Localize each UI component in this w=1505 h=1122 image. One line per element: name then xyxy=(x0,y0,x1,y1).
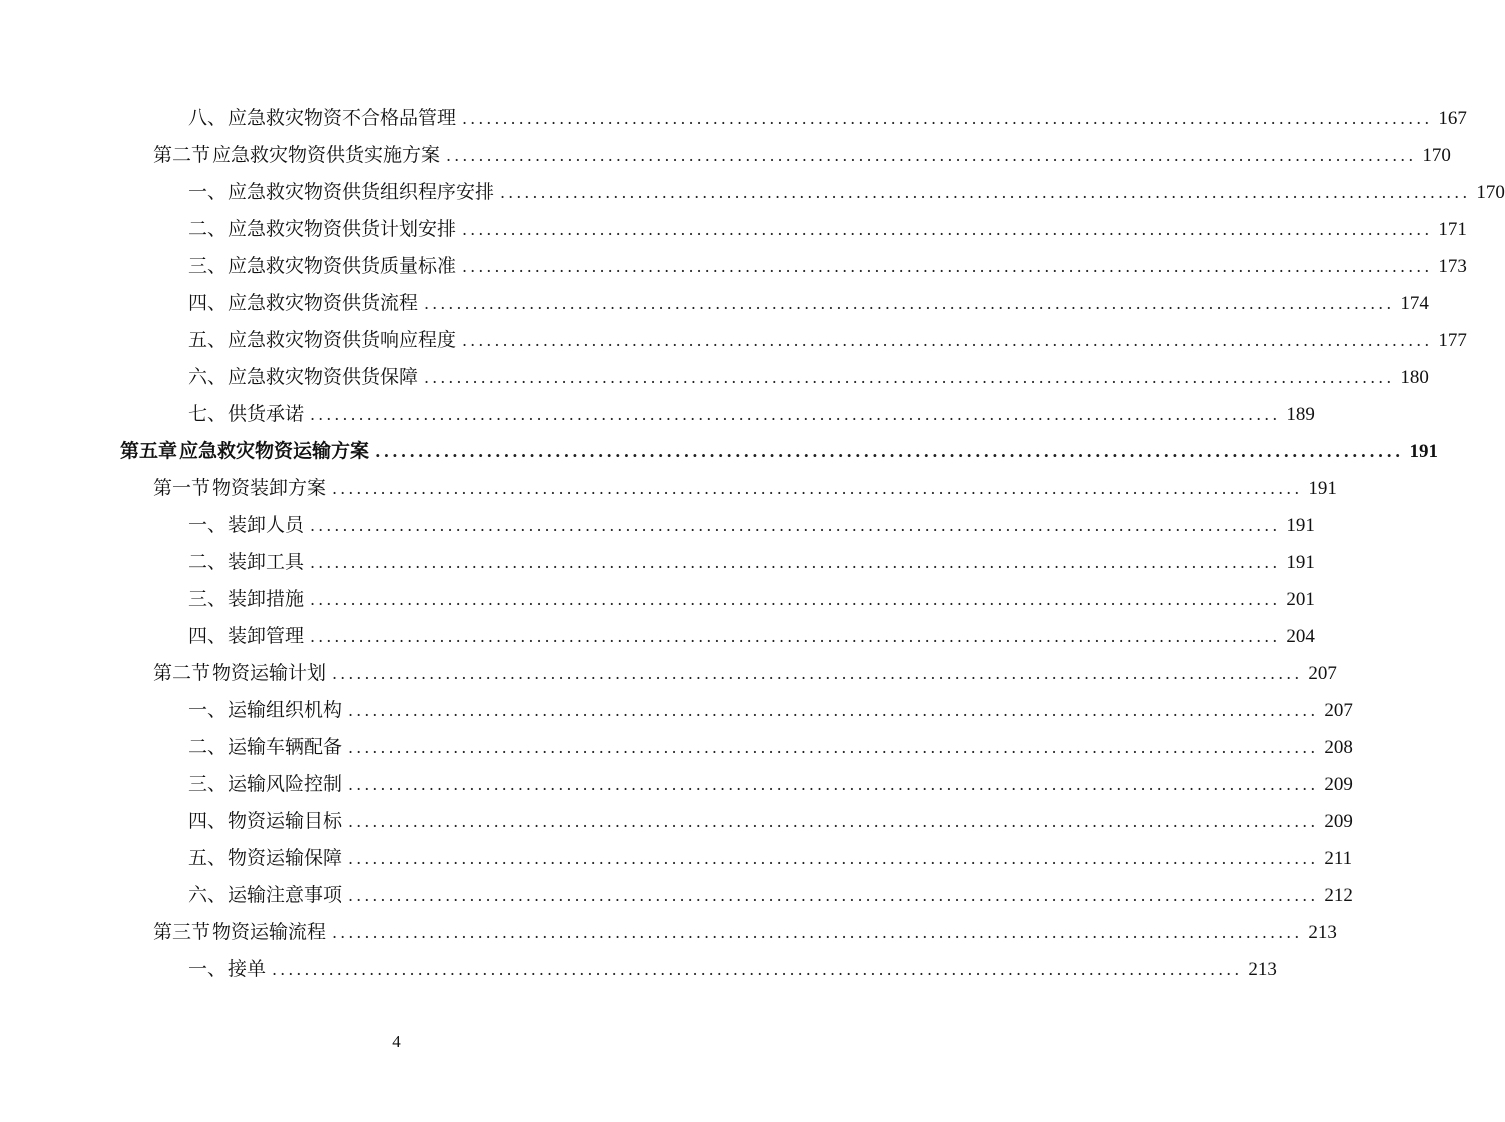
toc-entry-title: 应急救灾物资供货组织程序安排 xyxy=(228,181,495,203)
toc-entry[interactable] xyxy=(188,877,1353,914)
dot-leader: ........................................................................................................................ xyxy=(348,886,1319,905)
dot-leader: ........................................................................................................................ xyxy=(462,109,1433,128)
toc-entry-title: 供货承诺 xyxy=(228,403,305,425)
dot-leader: ........................................................................................................................ xyxy=(310,627,1281,646)
toc-entry[interactable] xyxy=(153,137,1451,174)
toc-entry-number: 一、 xyxy=(188,958,227,980)
toc-entry[interactable] xyxy=(188,803,1353,840)
toc-entry-title: 运输车辆配备 xyxy=(228,736,343,758)
toc-entry-title: 应急救灾物资不合格品管理 xyxy=(228,107,457,129)
toc-entry-page: 209 xyxy=(1324,774,1353,795)
toc-entry-title: 物资运输保障 xyxy=(228,847,343,869)
toc-entry-number: 四、 xyxy=(188,292,227,314)
toc-entry-page: 208 xyxy=(1324,737,1353,758)
toc-entry[interactable] xyxy=(188,211,1467,248)
toc-entry-title: 应急救灾物资供货响应程度 xyxy=(228,329,457,351)
dot-leader: ........................................................................................................................ xyxy=(348,775,1319,794)
toc-entry-page: 167 xyxy=(1438,108,1467,129)
toc-entry-title: 物资运输目标 xyxy=(228,810,343,832)
dot-leader: ........................................................................................................................ xyxy=(310,516,1281,535)
toc-entry-number: 六、 xyxy=(188,366,227,388)
toc-entry-number: 第二节 xyxy=(153,144,211,166)
page-number: 4 xyxy=(392,1032,401,1051)
toc-entry-title: 装卸措施 xyxy=(228,588,305,610)
toc-entry-page: 191 xyxy=(1308,478,1337,499)
toc-entry-number: 一、 xyxy=(188,699,227,721)
toc-entry[interactable] xyxy=(188,100,1467,137)
toc-entry-title: 运输组织机构 xyxy=(228,699,343,721)
toc-entry[interactable] xyxy=(188,729,1353,766)
dot-leader: ........................................................................................................................ xyxy=(348,849,1319,868)
toc-entry-number: 四、 xyxy=(188,625,227,647)
toc-entry-page: 191 xyxy=(1286,515,1315,536)
dot-leader: ........................................................................................................................ xyxy=(332,479,1303,498)
dot-leader: ........................................................................................................................ xyxy=(332,664,1303,683)
toc-entry-number: 八、 xyxy=(188,107,227,129)
toc-entry[interactable] xyxy=(188,396,1315,433)
toc-entry-page: 170 xyxy=(1476,182,1505,203)
toc-entry-page: 171 xyxy=(1438,219,1467,240)
dot-leader: ........................................................................................................................ xyxy=(310,405,1281,424)
toc-entry-title: 物资运输流程 xyxy=(212,921,327,943)
toc-entry-title: 应急救灾物资供货质量标准 xyxy=(228,255,457,277)
toc-entry-page: 180 xyxy=(1400,367,1429,388)
toc-entry[interactable] xyxy=(188,766,1353,803)
toc-entry-page: 212 xyxy=(1324,885,1353,906)
dot-leader: ........................................................................................................................ xyxy=(348,812,1319,831)
toc-entry[interactable] xyxy=(188,174,1505,211)
dot-leader: ........................................................................................................................ xyxy=(310,553,1281,572)
dot-leader: ........................................................................................................................ xyxy=(462,257,1433,276)
toc-entry-number: 六、 xyxy=(188,884,227,906)
toc-entry-page: 174 xyxy=(1400,293,1429,314)
dot-leader: ........................................................................................................................ xyxy=(348,701,1319,720)
toc-entry[interactable] xyxy=(188,692,1353,729)
toc-entry[interactable] xyxy=(188,507,1315,544)
toc-entry[interactable] xyxy=(153,914,1337,951)
dot-leader: ........................................................................................................................ xyxy=(332,923,1303,942)
toc-entry-number: 第一节 xyxy=(153,477,211,499)
toc-entry[interactable] xyxy=(188,840,1353,877)
toc-entry-number: 四、 xyxy=(188,810,227,832)
toc-entry-number: 二、 xyxy=(188,218,227,240)
dot-leader: ........................................................................................................................ xyxy=(424,294,1395,313)
toc-entry-title: 应急救灾物资供货保障 xyxy=(228,366,419,388)
toc-entry-title: 接单 xyxy=(228,958,267,980)
dot-leader: ........................................................................................................................ xyxy=(310,590,1281,609)
toc-entry-number: 一、 xyxy=(188,514,227,536)
toc-entry-page: 207 xyxy=(1324,700,1353,721)
toc-entry-page: 211 xyxy=(1324,848,1353,869)
toc-entry-number: 一、 xyxy=(188,181,227,203)
toc-entry-title: 物资装卸方案 xyxy=(212,477,327,499)
dot-leader: ........................................................................................................................ xyxy=(272,960,1243,979)
toc-entry-page: 201 xyxy=(1286,589,1315,610)
toc-entry[interactable] xyxy=(188,581,1315,618)
toc-entry[interactable] xyxy=(188,618,1315,655)
toc-entry-number: 三、 xyxy=(188,773,227,795)
toc-entry-page: 191 xyxy=(1409,441,1438,462)
toc-entry-title: 装卸工具 xyxy=(228,551,305,573)
dot-leader: ........................................................................................................................ xyxy=(462,331,1433,350)
toc-entry-page: 170 xyxy=(1422,145,1451,166)
toc-entry-title: 装卸人员 xyxy=(228,514,305,536)
toc-entry-page: 173 xyxy=(1438,256,1467,277)
toc-entry[interactable] xyxy=(153,655,1337,692)
toc-entry-title: 应急救灾物资供货计划安排 xyxy=(228,218,457,240)
toc-entry-page: 204 xyxy=(1286,626,1315,647)
toc-entry-title: 应急救灾物资供货实施方案 xyxy=(212,144,441,166)
toc-entry-number: 七、 xyxy=(188,403,227,425)
toc-entry[interactable] xyxy=(188,285,1429,322)
toc-entry-page: 207 xyxy=(1308,663,1337,684)
toc-entry-number: 第二节 xyxy=(153,662,211,684)
toc-entry[interactable] xyxy=(153,470,1337,507)
toc-entry[interactable] xyxy=(188,951,1277,988)
toc-entry[interactable] xyxy=(188,248,1467,285)
dot-leader: ........................................................................................................................ xyxy=(424,368,1395,387)
dot-leader: ........................................................................................................................ xyxy=(500,183,1471,202)
dot-leader: ........................................................................................................................ xyxy=(375,442,1404,461)
dot-leader: ........................................................................................................................ xyxy=(348,738,1319,757)
dot-leader: ........................................................................................................................ xyxy=(446,146,1417,165)
toc-entry-number: 二、 xyxy=(188,736,227,758)
toc-entry-number: 第三节 xyxy=(153,921,211,943)
toc-entry-page: 177 xyxy=(1438,330,1467,351)
toc-entry-number: 第五章 xyxy=(120,440,178,462)
toc-entry-page: 209 xyxy=(1324,811,1353,832)
dot-leader: ........................................................................................................................ xyxy=(462,220,1433,239)
toc-entry[interactable] xyxy=(188,359,1429,396)
toc-entry-number: 五、 xyxy=(188,847,227,869)
toc-entry-page: 191 xyxy=(1286,552,1315,573)
toc-entry-page: 189 xyxy=(1286,404,1315,425)
toc-entry-number: 二、 xyxy=(188,551,227,573)
toc-entry-title: 应急救灾物资供货流程 xyxy=(228,292,419,314)
toc-entry-page: 213 xyxy=(1308,922,1337,943)
toc-entry-number: 三、 xyxy=(188,588,227,610)
toc-entry-number: 三、 xyxy=(188,255,227,277)
toc-entry-title: 运输注意事项 xyxy=(228,884,343,906)
toc-entry-title: 运输风险控制 xyxy=(228,773,343,795)
toc-entry-title: 物资运输计划 xyxy=(212,662,327,684)
toc-entry[interactable] xyxy=(188,322,1467,359)
toc-entry-title: 装卸管理 xyxy=(228,625,305,647)
toc-entry-page: 213 xyxy=(1248,959,1277,980)
toc-entry-number: 五、 xyxy=(188,329,227,351)
toc-entry[interactable] xyxy=(188,544,1315,581)
toc-entry-title: 应急救灾物资运输方案 xyxy=(179,440,370,462)
toc-entry[interactable] xyxy=(120,433,1438,470)
